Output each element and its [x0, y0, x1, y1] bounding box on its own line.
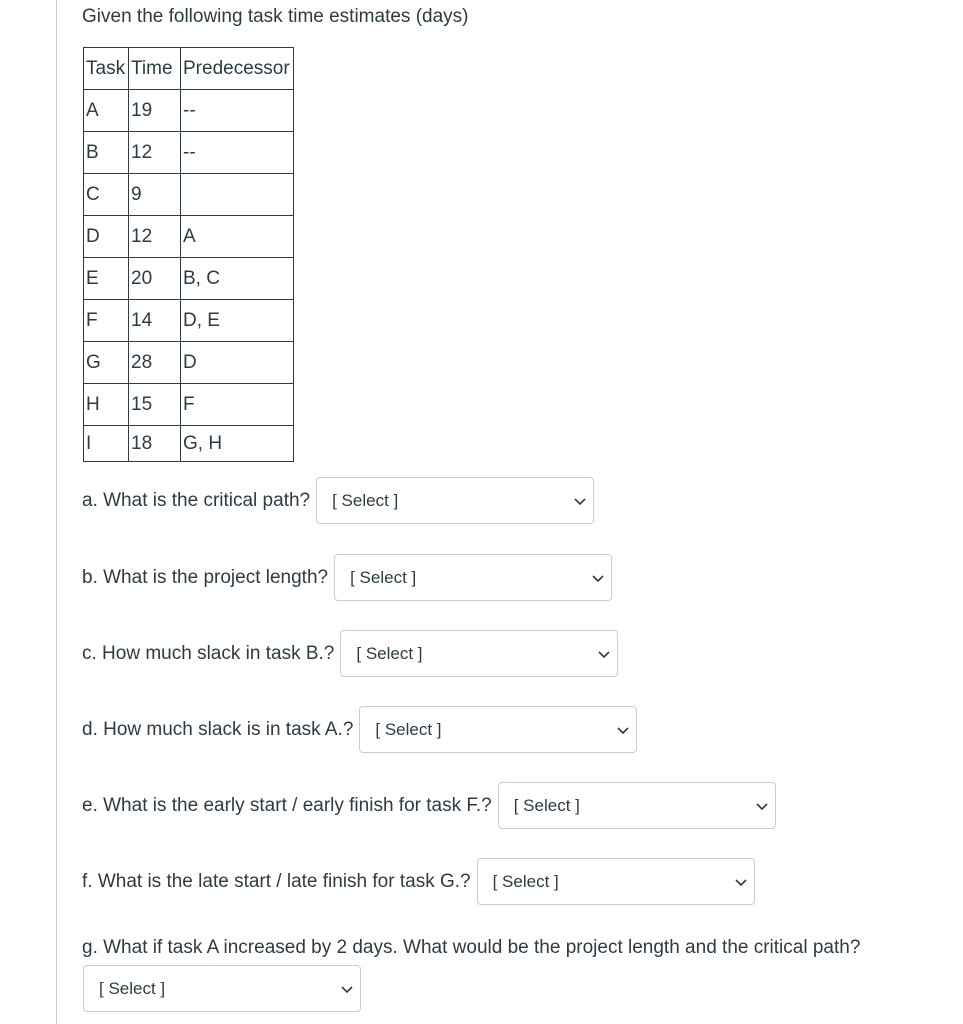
header-task: Task — [84, 48, 129, 90]
select-placeholder: [ Select ] — [356, 643, 423, 663]
select-placeholder: [ Select ] — [332, 490, 399, 510]
chevron-down-icon — [616, 725, 630, 735]
table-row — [84, 132, 294, 174]
cell-time: 18 — [129, 426, 181, 462]
cell-task: I — [84, 426, 129, 462]
chevron-down-icon — [573, 496, 587, 506]
question-f — [82, 858, 755, 905]
cell-task: F — [84, 300, 129, 342]
cell-time: 28 — [129, 342, 181, 384]
question-d-text: d. How much slack is in task A.? — [82, 718, 354, 740]
question-c — [82, 630, 618, 677]
question-a-select[interactable] — [316, 477, 594, 524]
select-placeholder: [ Select ] — [492, 871, 559, 891]
question-f-select[interactable] — [477, 858, 755, 905]
question-d-select[interactable] — [359, 706, 637, 753]
chevron-down-icon — [340, 984, 354, 994]
table-row — [84, 426, 294, 462]
table-row — [84, 174, 294, 216]
intro-text: Given the following task time estimates (days) — [82, 6, 469, 27]
cell-predecessor — [181, 174, 294, 216]
header-predecessor: Predecessor — [181, 48, 294, 90]
chevron-down-icon — [755, 801, 769, 811]
cell-predecessor: G, H — [181, 426, 294, 462]
question-g-select[interactable] — [83, 965, 361, 1012]
select-placeholder: [ Select ] — [350, 567, 417, 587]
question-f-text: f. What is the late start / late finish for task G.? — [82, 870, 471, 892]
cell-time: 19 — [129, 90, 181, 132]
task-table — [83, 47, 294, 462]
select-placeholder: [ Select ] — [513, 795, 580, 815]
cell-predecessor: D — [181, 342, 294, 384]
chevron-down-icon — [591, 573, 605, 583]
cell-time: 14 — [129, 300, 181, 342]
table-row — [84, 258, 294, 300]
cell-time: 20 — [129, 258, 181, 300]
header-time: Time — [129, 48, 181, 90]
cell-time: 12 — [129, 132, 181, 174]
cell-task: B — [84, 132, 129, 174]
question-a-text: a. What is the critical path? — [82, 489, 311, 511]
select-placeholder: [ Select ] — [375, 719, 442, 739]
cell-task: H — [84, 384, 129, 426]
chevron-down-icon — [597, 649, 611, 659]
cell-time: 15 — [129, 384, 181, 426]
cell-predecessor: -- — [181, 132, 294, 174]
question-b-text: b. What is the project length? — [82, 566, 329, 588]
question-c-select[interactable] — [340, 630, 618, 677]
cell-task: C — [84, 174, 129, 216]
cell-task: A — [84, 90, 129, 132]
table-row — [84, 90, 294, 132]
table-row — [84, 384, 294, 426]
question-d — [82, 706, 637, 753]
question-b — [82, 554, 612, 601]
question-c-text: c. How much slack in task B.? — [82, 642, 335, 664]
cell-task: G — [84, 342, 129, 384]
cell-predecessor: D, E — [181, 300, 294, 342]
cell-time: 12 — [129, 216, 181, 258]
cell-task: E — [84, 258, 129, 300]
cell-time: 9 — [129, 174, 181, 216]
content-left-border — [56, 0, 57, 1024]
table-header-row — [84, 48, 294, 90]
cell-predecessor: A — [181, 216, 294, 258]
table-row — [84, 342, 294, 384]
question-e-text: e. What is the early start / early finish for task F.? — [82, 794, 492, 816]
cell-predecessor: -- — [181, 90, 294, 132]
table-row — [84, 300, 294, 342]
question-e-select[interactable] — [498, 782, 776, 829]
question-a — [82, 477, 594, 524]
cell-predecessor: F — [181, 384, 294, 426]
question-g-text: g. What if task A increased by 2 days. What would be the project length and the critical path? — [82, 937, 861, 958]
question-e — [82, 782, 776, 829]
cell-predecessor: B, C — [181, 258, 294, 300]
question-b-select[interactable] — [334, 554, 612, 601]
select-placeholder: [ Select ] — [99, 978, 166, 998]
chevron-down-icon — [734, 877, 748, 887]
cell-task: D — [84, 216, 129, 258]
table-row — [84, 216, 294, 258]
